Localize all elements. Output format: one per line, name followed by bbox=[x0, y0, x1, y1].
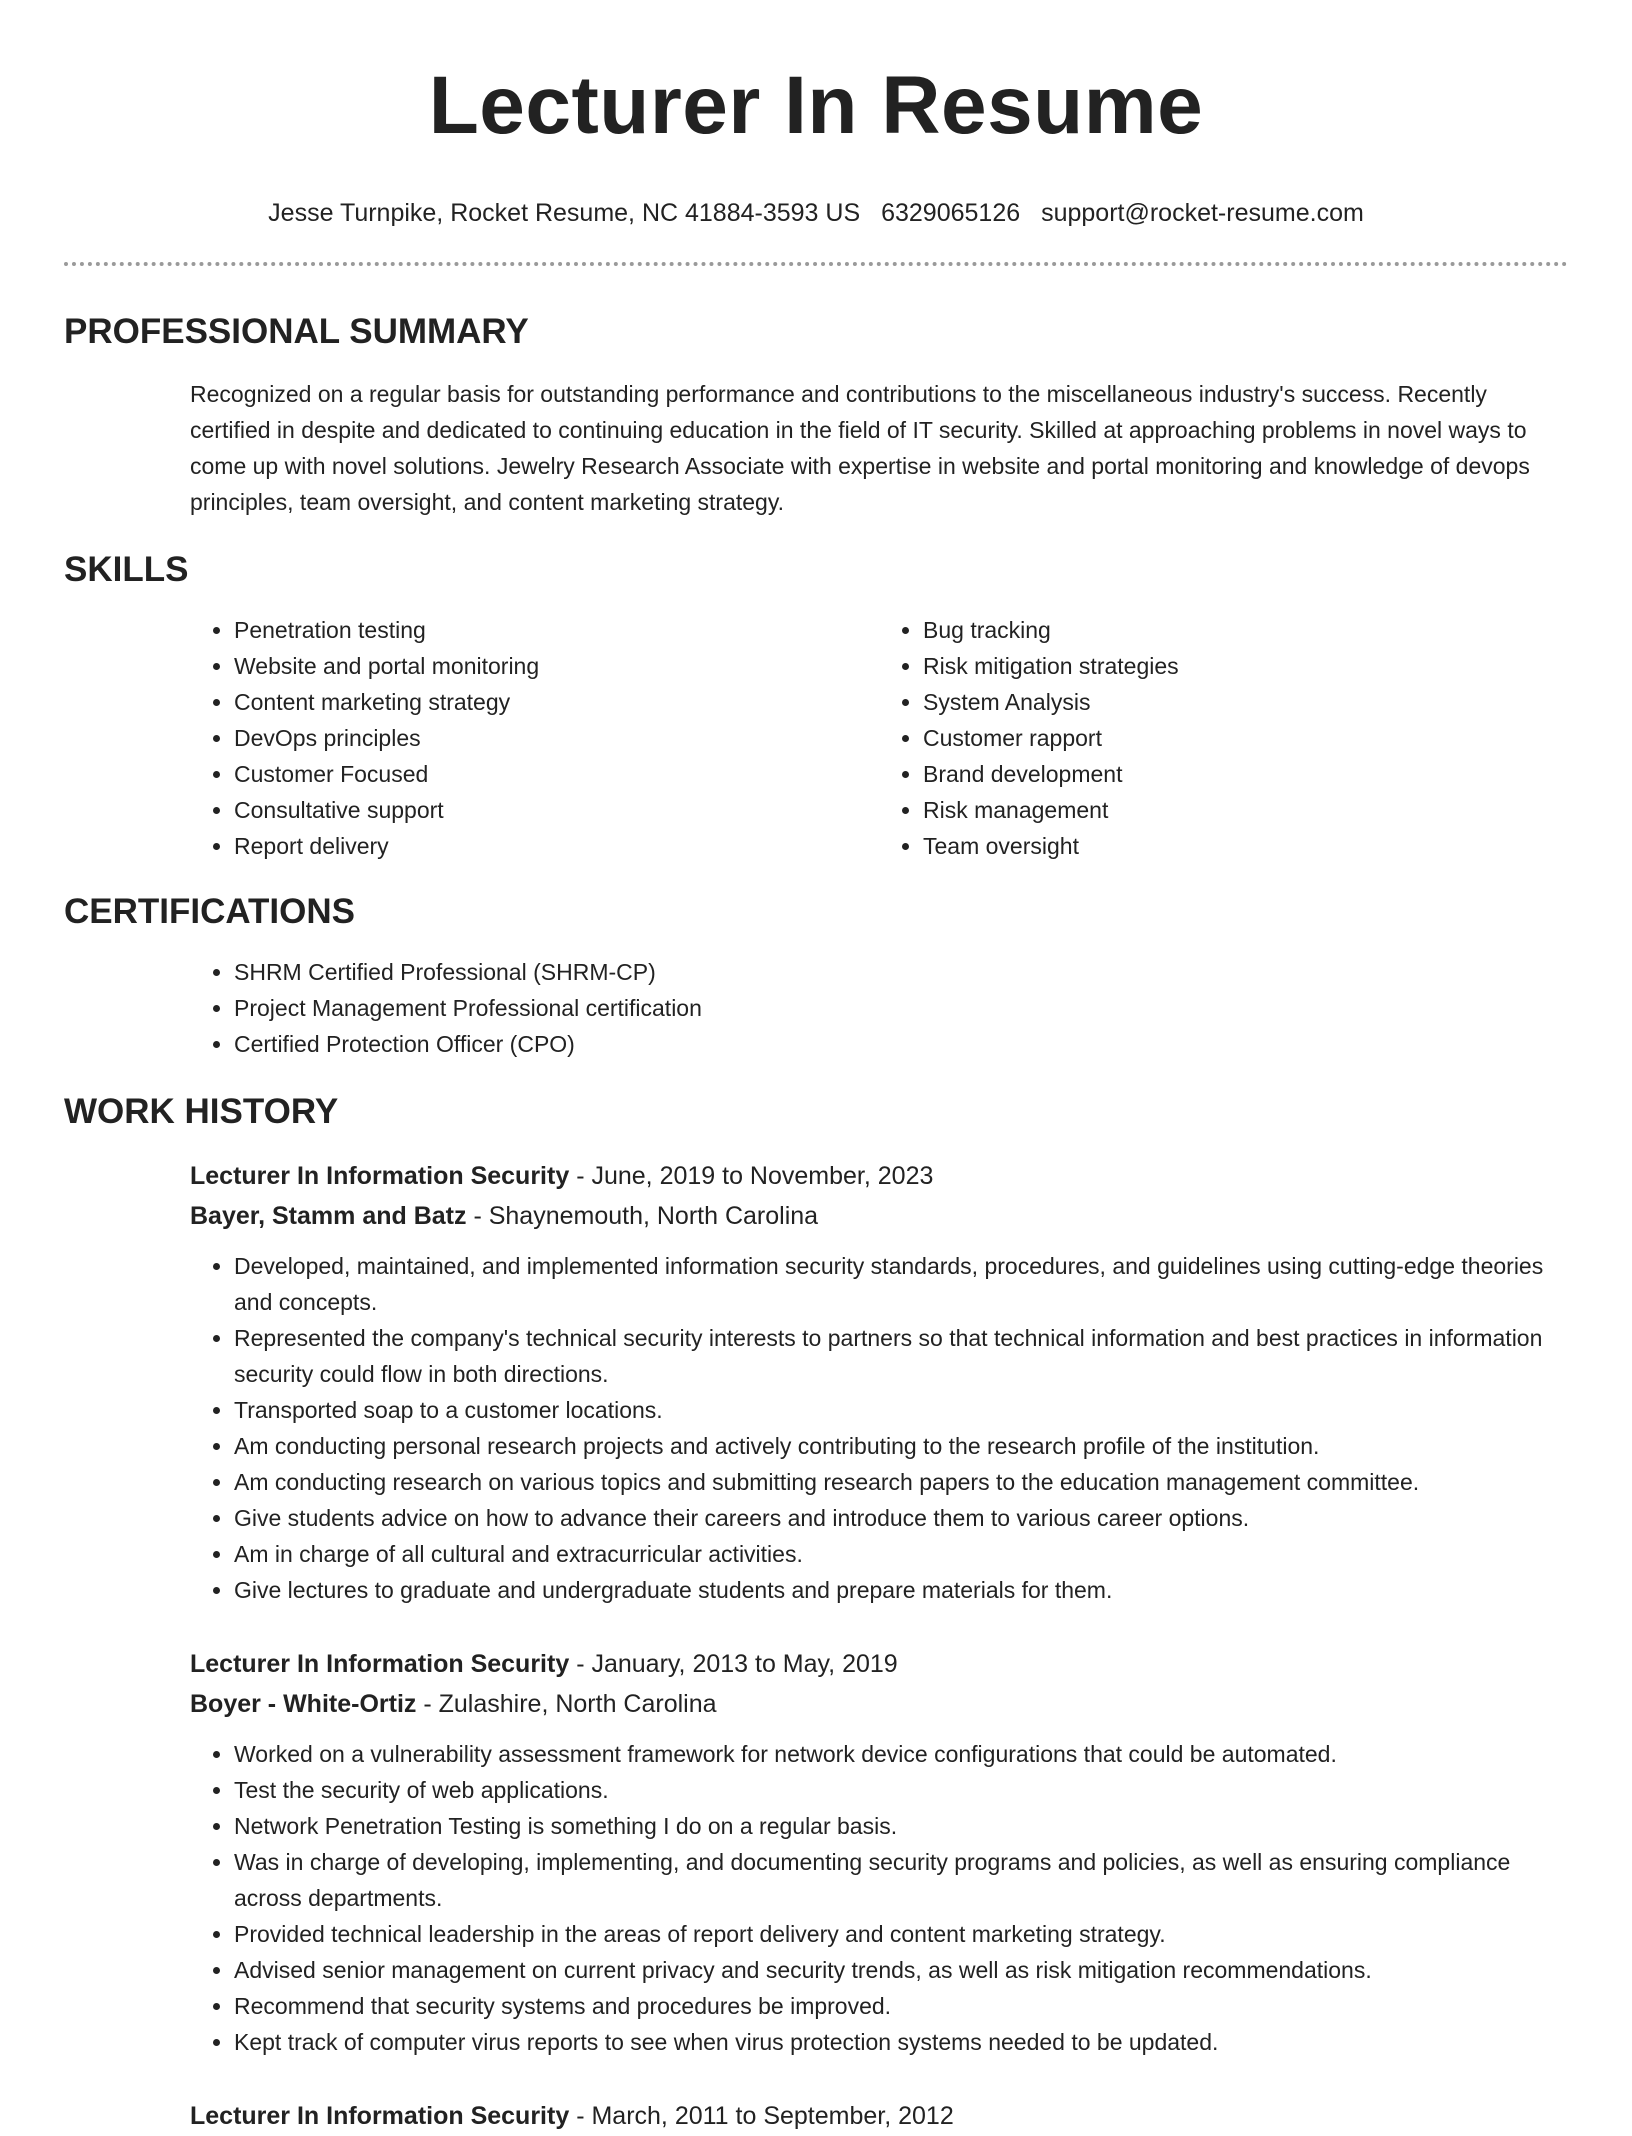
job-bullet: • Represented the company's technical security interests to partners so that technical information and best practices in information security could flow in both directions. bbox=[234, 1320, 1568, 1392]
job-title-line bbox=[190, 1644, 1568, 1684]
contact-phone: 6329065126 bbox=[881, 199, 1021, 227]
job-bullet: • Recommend that security systems and procedures be improved. bbox=[234, 1988, 1568, 2024]
skills-heading: SKILLS bbox=[64, 550, 189, 589]
skill-item: • Customer Focused bbox=[234, 756, 879, 792]
job-bullet: • Network Penetration Testing is something I do on a regular basis. bbox=[234, 1808, 1568, 1844]
job-location: - Shaynemouth, North Carolina bbox=[466, 1202, 819, 1230]
certifications-heading: CERTIFICATIONS bbox=[64, 892, 356, 931]
contact-email[interactable]: support@rocket-resume.com bbox=[1041, 199, 1364, 227]
job-location: - Zulashire, North Carolina bbox=[416, 1690, 717, 1718]
skills-right-list bbox=[879, 612, 1568, 864]
job-dates: - January, 2013 to May, 2019 bbox=[569, 1650, 898, 1678]
skill-item: • Team oversight bbox=[923, 828, 1568, 864]
job-bullet: • Advised senior management on current privacy and security trends, as well as risk mitigation recommendations. bbox=[234, 1952, 1568, 1988]
skill-item: • Penetration testing bbox=[234, 612, 879, 648]
job-entry bbox=[190, 1644, 1568, 2060]
skill-item: • Bug tracking bbox=[923, 612, 1568, 648]
job-company: Boyer - White-Ortiz bbox=[190, 1690, 417, 1718]
job-title: Lecturer In Information Security bbox=[190, 2102, 570, 2130]
job-dates: - June, 2019 to November, 2023 bbox=[569, 1162, 934, 1190]
job-entry bbox=[190, 2096, 1568, 2136]
summary-heading: PROFESSIONAL SUMMARY bbox=[64, 312, 529, 351]
resume-title: Lecturer In Resume bbox=[428, 60, 1204, 151]
work-history-heading: WORK HISTORY bbox=[64, 1092, 339, 1131]
skill-item: • Website and portal monitoring bbox=[234, 648, 879, 684]
job-bullet: • Give lectures to graduate and undergraduate students and prepare materials for them. bbox=[234, 1572, 1568, 1608]
certification-item: • Certified Protection Officer (CPO) bbox=[234, 1026, 1568, 1062]
summary-text: Recognized on a regular basis for outstanding performance and contributions to the miscellaneous industry's success. Recently certified in despite and dedicated to continuing education in the field of IT security. Skilled at approaching problems in novel ways to come up with novel solutions. Jewelry Research Associate with expertise in website and portal monitoring and knowledge of devops principles, team oversight, and content marketing strategy. bbox=[190, 381, 1530, 515]
job-company-line bbox=[190, 1196, 1568, 1236]
job-bullets bbox=[190, 1736, 1568, 2060]
job-title: Lecturer In Information Security bbox=[190, 1162, 570, 1190]
skills-columns bbox=[190, 612, 1568, 864]
job-company: Bayer, Stamm and Batz bbox=[190, 1202, 467, 1230]
job-title-line bbox=[190, 1156, 1568, 1196]
job-title: Lecturer In Information Security bbox=[190, 1650, 570, 1678]
job-bullet: • Am in charge of all cultural and extracurricular activities. bbox=[234, 1536, 1568, 1572]
header-divider bbox=[64, 262, 1568, 266]
skill-item: • Consultative support bbox=[234, 792, 879, 828]
job-dates: - March, 2011 to September, 2012 bbox=[569, 2102, 954, 2130]
job-bullet: • Developed, maintained, and implemented information security standards, procedures, and guidelines using cutting-edge theories and concepts. bbox=[234, 1248, 1568, 1320]
certifications-block bbox=[190, 954, 1568, 1062]
job-bullet: • Transported soap to a customer locations. bbox=[234, 1392, 1568, 1428]
skill-item: • Risk management bbox=[923, 792, 1568, 828]
skill-item: • Brand development bbox=[923, 756, 1568, 792]
job-company-line bbox=[190, 1684, 1568, 1724]
contact-line bbox=[64, 196, 1568, 230]
certification-item: • Project Management Professional certification bbox=[234, 990, 1568, 1026]
skills-left-list bbox=[190, 612, 879, 864]
contact-address: Jesse Turnpike, Rocket Resume, NC 41884-3593 US bbox=[268, 199, 861, 227]
job-bullet: • Give students advice on how to advance their careers and introduce them to various career options. bbox=[234, 1500, 1568, 1536]
skill-item: • System Analysis bbox=[923, 684, 1568, 720]
certification-item: • SHRM Certified Professional (SHRM-CP) bbox=[234, 954, 1568, 990]
job-bullet: • Am conducting research on various topics and submitting research papers to the education management committee. bbox=[234, 1464, 1568, 1500]
certifications-list bbox=[190, 954, 1568, 1062]
job-bullets bbox=[190, 1248, 1568, 1608]
skill-item: • Customer rapport bbox=[923, 720, 1568, 756]
skill-item: • Risk mitigation strategies bbox=[923, 648, 1568, 684]
job-bullet: • Worked on a vulnerability assessment framework for network device configurations that could be automated. bbox=[234, 1736, 1568, 1772]
job-bullet: • Kept track of computer virus reports to see when virus protection systems needed to be updated. bbox=[234, 2024, 1568, 2060]
job-bullet: • Was in charge of developing, implementing, and documenting security programs and policies, as well as ensuring compliance across departments. bbox=[234, 1844, 1568, 1916]
job-bullet: • Am conducting personal research projects and actively contributing to the research profile of the institution. bbox=[234, 1428, 1568, 1464]
job-bullet: • Provided technical leadership in the areas of report delivery and content marketing strategy. bbox=[234, 1916, 1568, 1952]
job-entry bbox=[190, 1156, 1568, 1608]
job-title-line bbox=[190, 2096, 1568, 2136]
skill-item: • DevOps principles bbox=[234, 720, 879, 756]
skill-item: • Content marketing strategy bbox=[234, 684, 879, 720]
skill-item: • Report delivery bbox=[234, 828, 879, 864]
job-bullet: • Test the security of web applications. bbox=[234, 1772, 1568, 1808]
